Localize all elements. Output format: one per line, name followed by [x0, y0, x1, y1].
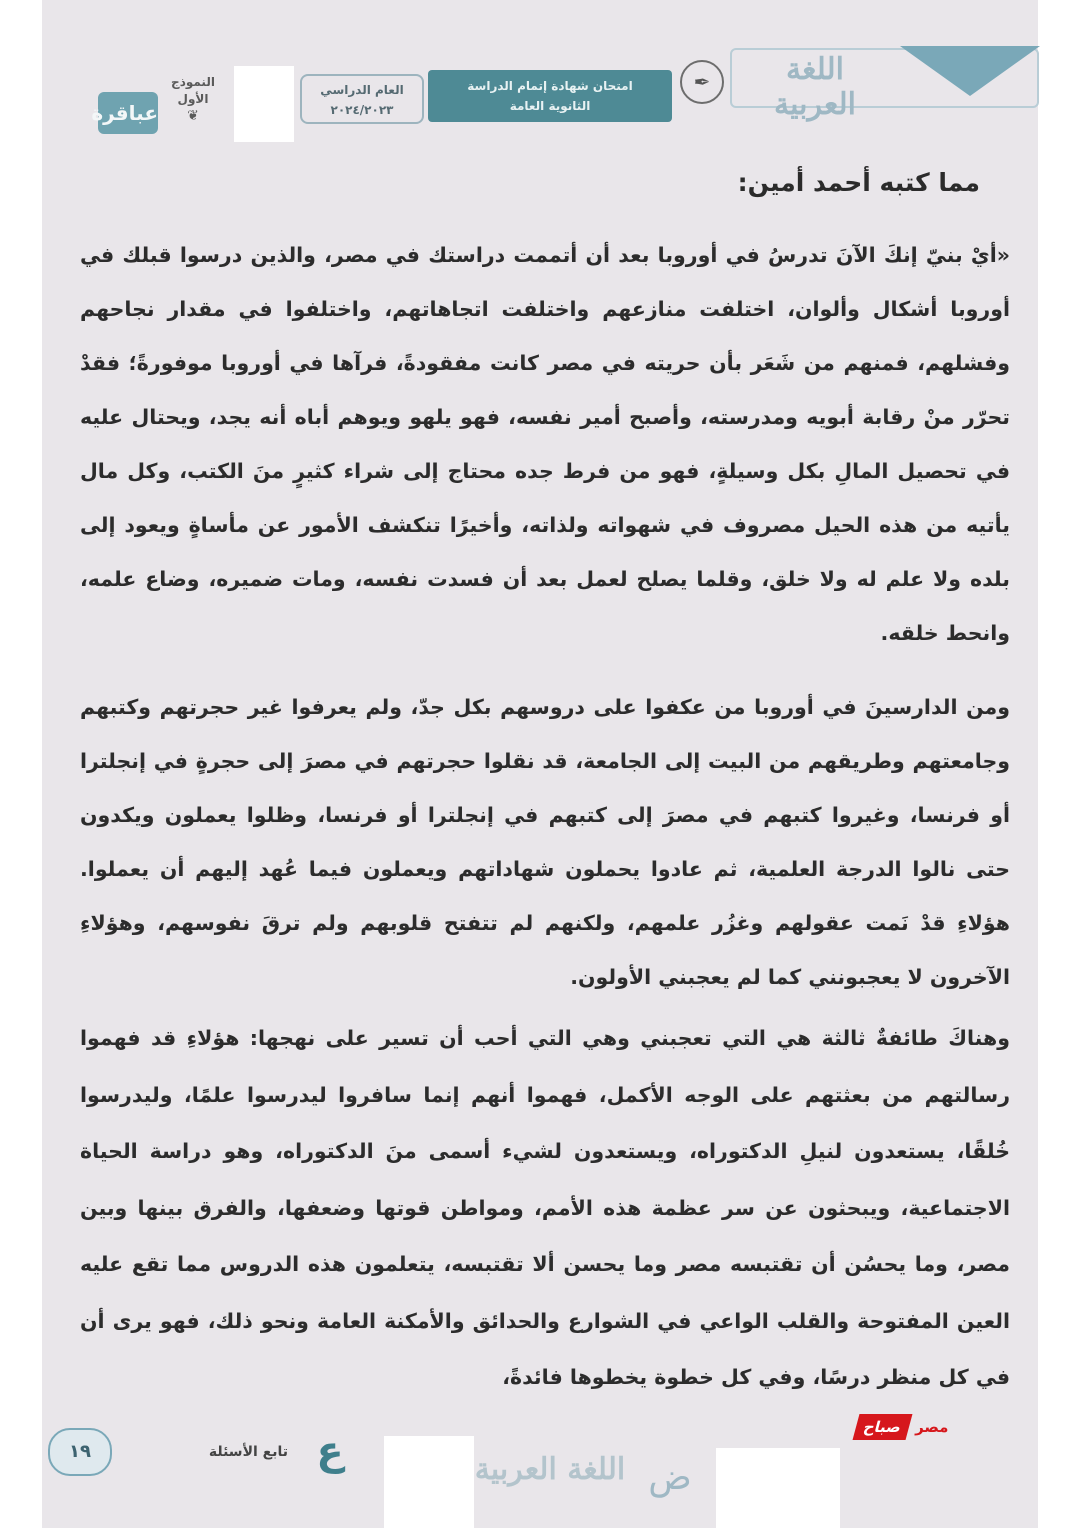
article-heading: مما كتبه أحمد أمين: [737, 168, 980, 197]
academic-year-label: العام الدراسي [320, 83, 404, 97]
paragraph-1: «أيْ بنيّ إنكَ الآنَ تدرسُ في أوروبا بعد أن أتممت دراستك في مصر، والذين درسوا قبلك في أوروبا أشكال وألوان، اختلفت منازعهم واختلفت اتجاهاتهم، واختلفوا في مقدار نجاحهم وفشلهم، فمنهم من شَعَر بأن حريته في مصر كانت مفقودةً، فرآها في أوروبا موفورةً؛ فقدْ تحرّر منْ رقابة أبويه ومدرسته، وأصبح أمير نفسه، فهو يلهو ويوهم أباه أنه يجد، ويحتال عليه في تحصيل المالِ بكل وسيلةٍ، فهو من فرط جده محتاج إلى شراء كثيرٍ منَ الكتب، وكل مال يأتيه من هذه الحيل مصروف في شهواته ولذاته، وأخيرًا تنكشف الأمور عن مأساةٍ ويعود إلى بلده ولا علم له ولا خلق، وقلما يصلح لعمل بعد أن فسدت نفسه، ومات ضميره، وضاع علمه، وانحط خلقه. [80, 243, 1010, 645]
redaction-box-header [234, 66, 294, 142]
paragraph-3: وهناكَ طائفةٌ ثالثة هي التي تعجبني وهي التي أحب أن تسير على نهجها: هؤلاءِ قد فهموا رسالتهم من بعثتهم على الوجه الأكمل، فهموا أنهم إنما سافروا ليدرسوا علمًا، وليدرسوا خُلقًا، يستعدون لنيلِ الدكتوراه، ويستعدون لشيء أسمى منَ الدكتوراه، وهو دراسة الحياة الاجتماعية، ويبحثون عن سر عظمة هذه الأمم، ومواطن قوتها وضعفها، والفرق بينها وبين مصر، وما يحسُن أن تقتبسه مصر وما يحسن ألا تقتبسه، يتعلمون هذه الدروس مما تقع عليه العين المفتوحة والقلب الواعي في الشوارع والحدائق والأمكنة العامة ونحو ذلك، فهو يرى أن في كل منظر درسًا، وفي كل خطوة يخطوها فائدةً، [80, 1026, 1010, 1389]
sabah-misr-watermark [856, 1413, 1028, 1441]
continue-questions-label: تابع الأسئلة [208, 1444, 288, 1460]
model-number-line2: الأول [177, 92, 209, 106]
watermark-text: مصر [915, 1418, 949, 1436]
page-number: ١٩ [48, 1428, 112, 1476]
academic-year-value: ٢٠٢٤/٢٠٢٣ [330, 103, 394, 117]
ain-letter-icon: ع [316, 1428, 344, 1474]
model-number [158, 74, 228, 130]
redaction-strip-left-1 [0, 280, 42, 900]
footer-brand-title: اللغة العربية [474, 1452, 626, 1487]
paragraph-2: ومن الدارسينَ في أوروبا من عكفوا على دروسهم بكل جدّ، ولم يعرفوا غير حجرتهم وكتبهم وجامعتهم وطريقهم من البيت إلى الجامعة، قد نقلوا حجرتهم في مصرَ إلى حجرةٍ في إنجلترا أو فرنسا، وغيروا كتبهم في مصرَ إلى كتبهم في إنجلترا أو فرنسا، وظلوا يعملون ويكدون حتى نالوا الدرجة العلمية، ثم عادوا يحملون شهاداتهم ويعملون فيما عُهد إليهم أن يعملوا. هؤلاءِ قدْ نَمت عقولهم وغزُر علمهم، ولكنهم لم تتفتح قلوبهم ولم ترقَ نفوسهم، وهؤلاءِ الآخرون لا يعجبونني كما لم يعجبني الأولون. [80, 695, 1010, 989]
model-number-line1: النموذج [171, 75, 215, 89]
header-triangle-decoration [900, 46, 1040, 96]
ornament-icon: ❦ [187, 108, 199, 124]
academic-year-box [300, 74, 424, 124]
subject-title: اللغة العربية [774, 52, 856, 122]
publisher-logo: عباقرة [98, 92, 158, 134]
redaction-box-footer-2 [716, 1448, 840, 1528]
exam-label-line1: امتحان شهادة إتمام الدراسة [467, 79, 633, 93]
redaction-box-footer-1 [384, 1436, 474, 1528]
exam-label [428, 70, 672, 122]
pen-emblem-icon: ✒ [680, 60, 724, 104]
watermark-red-label: صباح [853, 1414, 913, 1440]
footer-brand-letter: ض [648, 1457, 692, 1498]
exam-label-line2: الثانوية العامة [509, 99, 591, 113]
